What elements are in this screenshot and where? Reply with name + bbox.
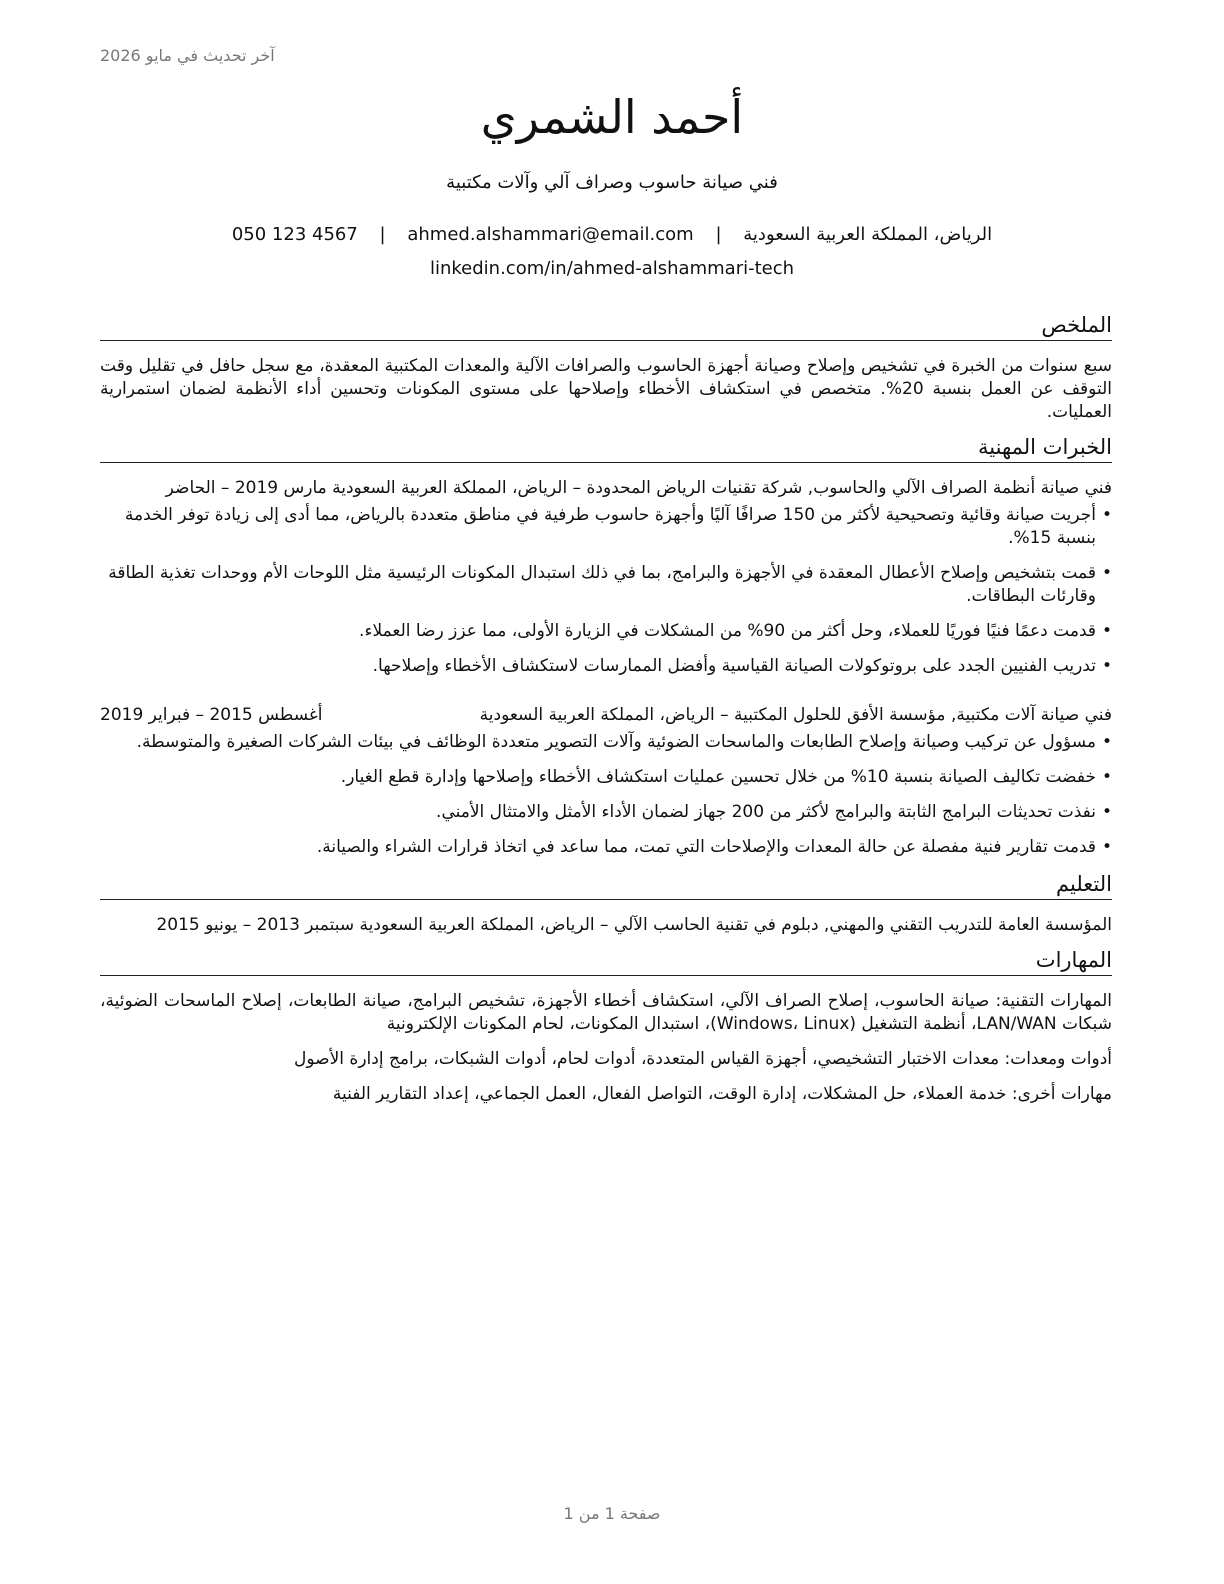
contact-separator: | [715, 224, 722, 245]
job-bullets [100, 731, 1112, 859]
contact-email[interactable]: ahmed.alshammari@email.com [407, 224, 694, 245]
job-header: فني صيانة أنظمة الصراف الآلي والحاسوب, شركة تقنيات الرياض المحدودة – الرياض، المملكة العربية السعودية مارس 2019 – الحاضر [165, 478, 1112, 498]
page-number: صفحة 1 من 1 [563, 1504, 661, 1523]
summary-text: سبع سنوات من الخبرة في تشخيص وإصلاح وصيانة أجهزة الحاسوب والصرافات الآلية والمعدات المكتبية المعقدة، مع سجل حافل في تقليل وقت التوقف عن العمل بنسبة 20%. متخصص في استكشاف الأخطاء وإصلاحها على مستوى المكونات وتحسين أداء الأنظمة لضمان استمرارية العمليات. [100, 356, 1112, 422]
job-title: فني صيانة حاسوب وصراف آلي وآلات مكتبية [446, 172, 778, 193]
job-entry [100, 477, 1112, 678]
experience-heading: الخبرات المهنية [100, 434, 1112, 463]
list-item: • قدمت دعمًا فنيًا فوريًا للعملاء، وحل أكثر من 90% من المشكلات في الزيارة الأولى، مما عزز رضا العملاء. [100, 620, 1112, 643]
skills-technical: المهارات التقنية: صيانة الحاسوب، إصلاح الصراف الآلي، استكشاف أخطاء الأجهزة، تشخيص البرامج، صيانة الطابعات، إصلاح الماسحات الضوئية، شبكات LAN/WAN، أنظمة التشغيل (Windows، Linux)، استبدال المكونات، لحام المكونات الإلكترونية [100, 991, 1112, 1034]
candidate-name: أحمد الشمري [480, 90, 744, 144]
contact-separator: | [379, 224, 386, 245]
list-item: • قدمت تقارير فنية مفصلة عن حالة المعدات والإصلاحات التي تمت، مما ساعد في اتخاذ قرارات الشراء والصيانة. [100, 836, 1112, 859]
skills-list [100, 990, 1112, 1106]
job-dates: أغسطس 2015 – فبراير 2019 [100, 705, 323, 725]
skills-tools: أدوات ومعدات: معدات الاختبار التشخيصي، أجهزة القياس المتعددة، أدوات لحام، أدوات الشبكات، برامج إدارة الأصول [294, 1049, 1112, 1069]
list-item: • نفذت تحديثات البرامج الثابتة والبرامج لأكثر من 200 جهاز لضمان الأداء الأمثل والامتثال الأمني. [100, 801, 1112, 824]
summary-section [100, 312, 1112, 424]
experience-section [100, 434, 1112, 859]
last-updated-note: آخر تحديث في مايو 2026 [100, 46, 275, 65]
job-entry [100, 704, 1112, 859]
contact-line [0, 224, 1224, 245]
list-item: • أجريت صيانة وقائية وتصحيحية لأكثر من 150 صرافًا آليًا وأجهزة حاسوب طرفية في مناطق متعددة بالرياض، مما أدى إلى زيادة توفر الخدمة بنسبة 15%. [100, 504, 1112, 550]
education-heading: التعليم [100, 871, 1112, 900]
education-entry: المؤسسة العامة للتدريب التقني والمهني, دبلوم في تقنية الحاسب الآلي – الرياض، المملكة العربية السعودية سبتمبر 2013 – يونيو 2015 [156, 915, 1112, 935]
contact-phone: 050 123 4567 [231, 224, 358, 245]
contact-location: الرياض، المملكة العربية السعودية [743, 224, 993, 245]
job-role-company: فني صيانة آلات مكتبية, مؤسسة الأفق للحلول المكتبية – الرياض، المملكة العربية السعودية [479, 705, 1112, 725]
list-item: • قمت بتشخيص وإصلاح الأعطال المعقدة في الأجهزة والبرامج، بما في ذلك استبدال المكونات الرئيسية مثل اللوحات الأم ووحدات تغذية الطاقة وقارئات البطاقات. [100, 562, 1112, 608]
list-item: • تدريب الفنيين الجدد على بروتوكولات الصيانة القياسية وأفضل الممارسات لاستكشاف الأخطاء وإصلاحها. [100, 655, 1112, 678]
job-header [100, 704, 1112, 727]
list-item: • مسؤول عن تركيب وصيانة وإصلاح الطابعات والماسحات الضوئية وآلات التصوير متعددة الوظائف في بيئات الشركات الصغيرة والمتوسطة. [100, 731, 1112, 754]
job-bullets [100, 504, 1112, 678]
skills-section [100, 947, 1112, 1106]
linkedin-link[interactable]: linkedin.com/in/ahmed-alshammari-tech [429, 258, 795, 279]
list-item: • خفضت تكاليف الصيانة بنسبة 10% من خلال تحسين عمليات استكشاف الأخطاء وإصلاحها وإدارة قطع الغيار. [100, 766, 1112, 789]
education-section [100, 871, 1112, 937]
summary-heading: الملخص [100, 312, 1112, 341]
skills-heading: المهارات [100, 947, 1112, 976]
skills-other: مهارات أخرى: خدمة العملاء، حل المشكلات، إدارة الوقت، التواصل الفعال، العمل الجماعي، إعداد التقارير الفنية [332, 1084, 1112, 1104]
resume-body [100, 312, 1112, 1118]
